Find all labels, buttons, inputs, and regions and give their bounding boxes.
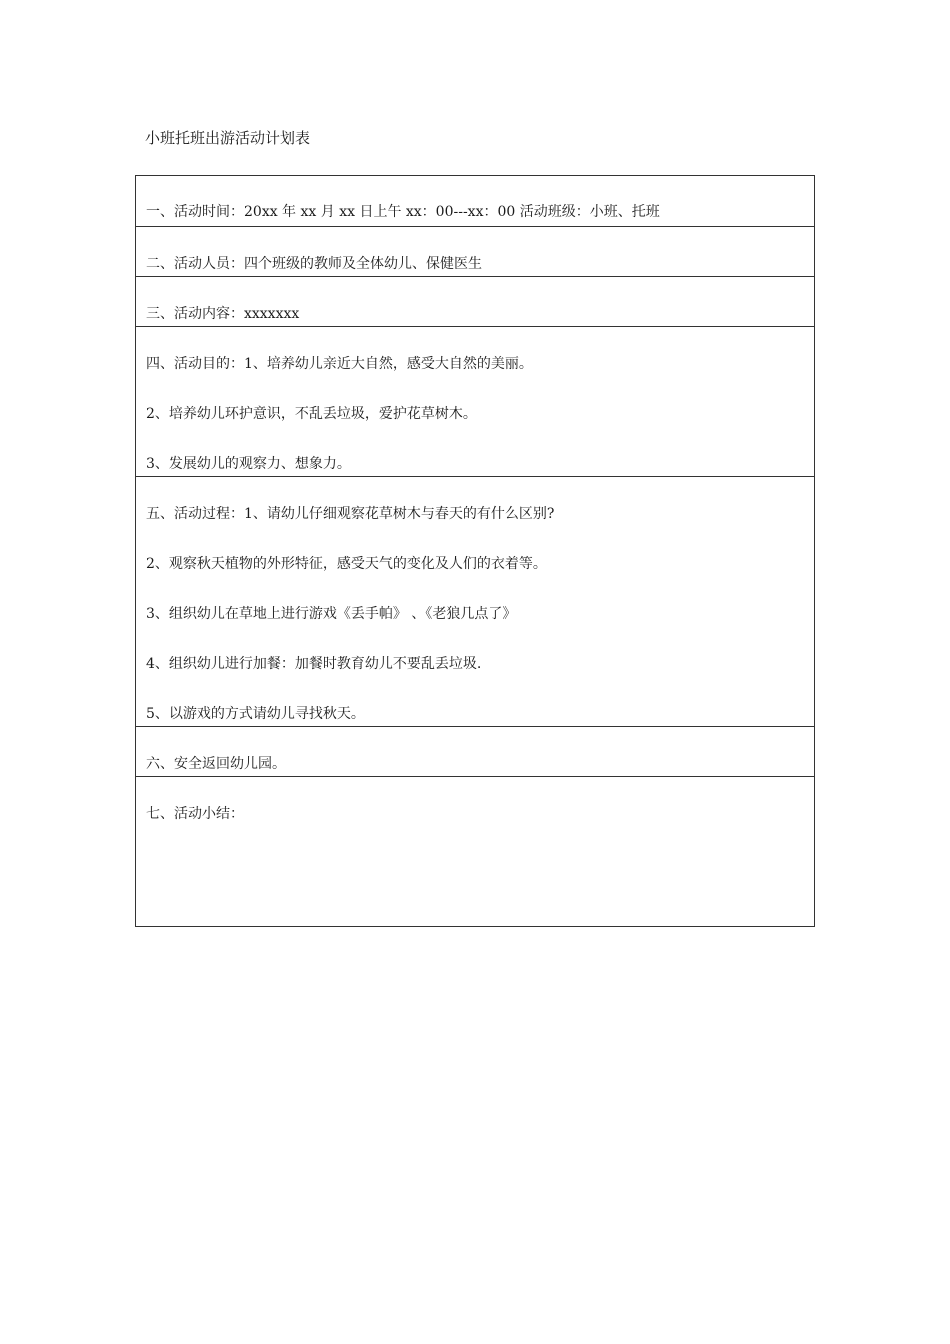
activity-people-text: 二、活动人员：四个班级的教师及全体幼儿、保健医生	[146, 256, 482, 272]
activity-time-text: 一、活动时间：20xx 年 xx 月 xx 日上午 xx：00---xx：00 活动班级：小班、托班	[146, 204, 660, 220]
activity-plan-table	[135, 175, 815, 927]
process-line: 4、组织幼儿进行加餐：加餐时教育幼儿不要乱丢垃圾.	[146, 656, 482, 672]
process-line: 五、活动过程：1、请幼儿仔细观察花草树木与春天的有什么区别?	[146, 506, 555, 522]
return-text: 六、安全返回幼儿园。	[146, 756, 286, 772]
goal-line: 2、培养幼儿环护意识，不乱丢垃圾，爱护花草树木。	[146, 406, 477, 422]
summary-label: 七、活动小结：	[146, 806, 244, 822]
activity-content-text: 三、活动内容：xxxxxxx	[146, 306, 300, 322]
table-row-people	[136, 226, 814, 276]
table-row-goals	[136, 326, 814, 476]
goal-line: 四、活动目的：1、培养幼儿亲近大自然，感受大自然的美丽。	[146, 356, 533, 372]
table-row-summary	[136, 776, 814, 926]
process-line: 3、组织幼儿在草地上进行游戏《丢手帕》 、《老狼几点了》	[146, 606, 517, 622]
goal-line: 3、发展幼儿的观察力、想象力。	[146, 456, 351, 472]
table-row-time	[136, 176, 814, 226]
table-row-return	[136, 726, 814, 776]
table-row-process	[136, 476, 814, 726]
process-line: 2、观察秋天植物的外形特征，感受天气的变化及人们的衣着等。	[146, 556, 547, 572]
table-row-content	[136, 276, 814, 326]
process-line: 5、以游戏的方式请幼儿寻找秋天。	[146, 706, 365, 722]
page-title: 小班托班出游活动计划表	[145, 129, 311, 147]
